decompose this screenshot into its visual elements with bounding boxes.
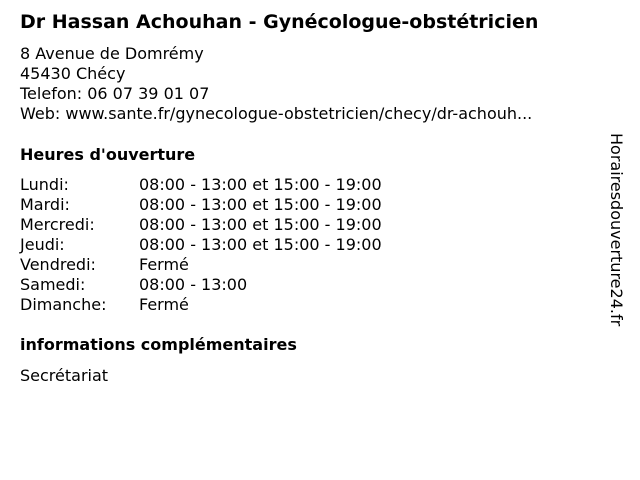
time-value: 08:00 - 13:00 xyxy=(139,275,248,294)
day-label: Mardi: xyxy=(20,195,70,214)
opening-hours-heading: Heures d'ouverture xyxy=(20,145,196,164)
day-label: Jeudi: xyxy=(20,235,65,254)
page-title: Dr Hassan Achouhan - Gynécologue-obstétricien xyxy=(20,11,539,33)
day-label: Mercredi: xyxy=(20,215,95,234)
day-label: Dimanche: xyxy=(20,295,107,314)
phone-number: Telefon: 06 07 39 01 07 xyxy=(20,84,210,103)
day-label: Vendredi: xyxy=(20,255,96,274)
day-label: Lundi: xyxy=(20,175,69,194)
time-value: Fermé xyxy=(139,295,189,314)
address-block xyxy=(20,44,532,124)
city-address: 45430 Chécy xyxy=(20,64,126,83)
street-address: 8 Avenue de Domrémy xyxy=(20,44,204,63)
time-value: Fermé xyxy=(139,255,189,274)
website-link[interactable]: Web: www.sante.fr/gynecologue-obstetricien/checy/dr-achouh... xyxy=(20,104,533,123)
time-value: 08:00 - 13:00 et 15:00 - 19:00 xyxy=(139,215,382,234)
site-watermark: Horairesdouverture24.fr xyxy=(607,133,626,327)
additional-info-heading: informations complémentaires xyxy=(20,335,297,354)
time-value: 08:00 - 13:00 et 15:00 - 19:00 xyxy=(139,175,382,194)
time-value: 08:00 - 13:00 et 15:00 - 19:00 xyxy=(139,235,382,254)
day-label: Samedi: xyxy=(20,275,86,294)
additional-info-text: Secrétariat xyxy=(20,366,109,385)
time-value: 08:00 - 13:00 et 15:00 - 19:00 xyxy=(139,195,382,214)
